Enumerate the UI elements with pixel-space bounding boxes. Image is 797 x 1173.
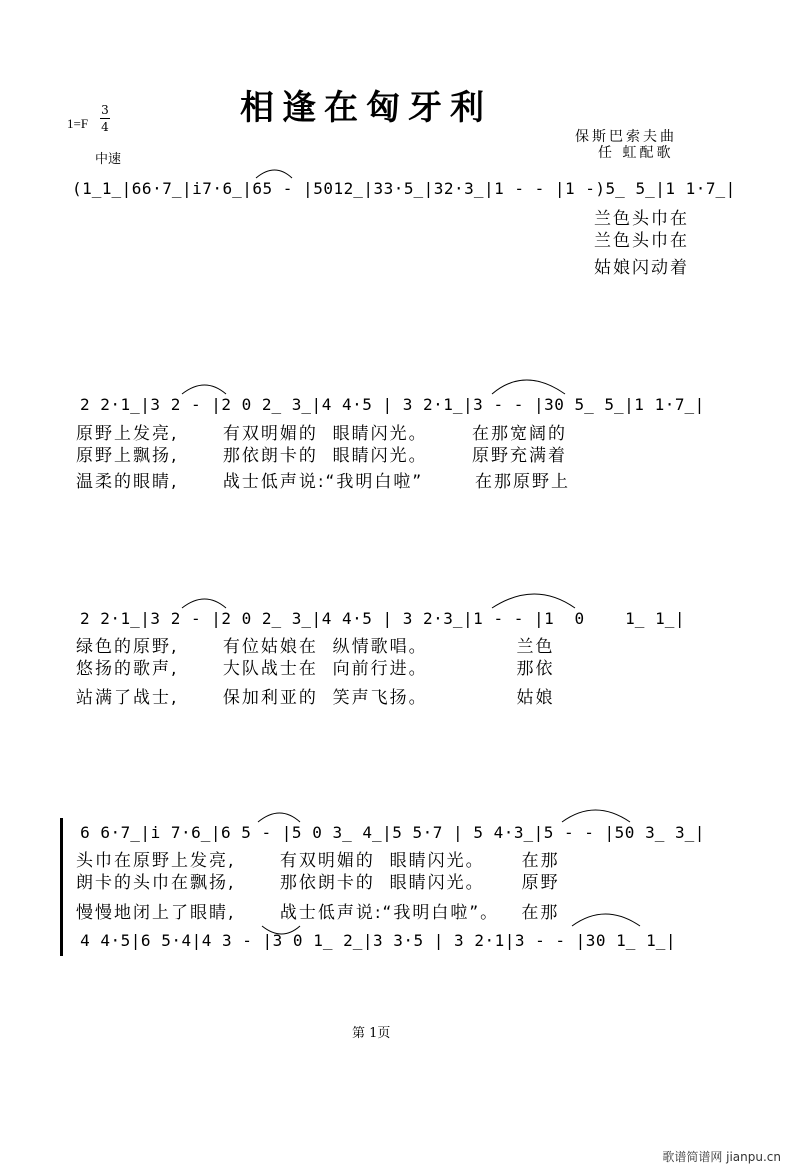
slur-8	[262, 926, 300, 934]
slur-3	[492, 380, 565, 394]
system-1-lyric-3: 姑娘闪动着	[594, 258, 689, 278]
slur-2	[182, 385, 226, 394]
slur-5	[492, 594, 575, 608]
system-3-notes: 2 2·1̲|3 2 - |2 0 2̲ 3̲|4 4·5 | 3 2·3̲|1 - - |1 0 1̲ 1̲|	[80, 609, 685, 628]
slur-6	[258, 813, 300, 822]
system-4-lyric-1: 头巾在原野上发亮, 有双明媚的 眼睛闪光。 在那	[76, 851, 560, 871]
time-bottom: 4	[101, 120, 109, 134]
watermark: 歌谱简谱网 jianpu.cn	[662, 1150, 781, 1164]
composer-credit: 保斯巴索夫曲	[575, 129, 677, 145]
tempo-marking: 中速	[95, 152, 122, 167]
key-signature: 1=F	[67, 116, 89, 131]
slur-4	[182, 599, 226, 608]
system-4-notes-upper: 6 6·7̲|i 7·6̲|6 5 - |5 0 3̲ 4̲|5 5·7 | 5 4·3̲|5 - - |50 3̲ 3̲|	[70, 823, 705, 842]
system-3-lyric-1: 绿色的原野, 有位姑娘在 纵情歌唱。 兰色	[76, 637, 555, 657]
song-title: 相逢在匈牙利	[240, 88, 492, 128]
system-1-notes: (1̲1̲|66·7̲|i7·6̲|65 - |5012̲|33·5̲|32·3̲|1 - - |1 -)5̲ 5̲|1 1·7̲|	[72, 179, 736, 198]
lyricist-credit: 任 虹配歌	[598, 145, 674, 161]
system-1-lyric-1: 兰色头巾在	[594, 209, 689, 229]
system-4-lyric-2: 朗卡的头巾在飘扬, 那依朗卡的 眼睛闪光。 原野	[76, 873, 560, 893]
slur-1	[256, 170, 292, 178]
system-3-lyric-2: 悠扬的歌声, 大队战士在 向前行进。 那依	[76, 659, 555, 679]
system-2-lyric-1: 原野上发亮, 有双明媚的 眼睛闪光。 在那宽阔的	[76, 424, 568, 444]
system-2-lyric-2: 原野上飘扬, 那依朗卡的 眼睛闪光。 原野充满着	[76, 446, 568, 466]
system-3-lyric-3: 站满了战士, 保加利亚的 笑声飞扬。 姑娘	[76, 688, 555, 708]
system-4-lyric-3: 慢慢地闭上了眼睛, 战士低声说:“我明白啦”。 在那	[76, 903, 560, 923]
slur-7	[562, 810, 630, 822]
system-4-notes-lower: 4 4·5|6 5·4|4 3 - |3 0 1̲ 2̲|3 3·5 | 3 2·1|3 - - |30 1̲ 1̲|	[70, 931, 676, 950]
system-2-lyric-3: 温柔的眼睛, 战士低声说:“我明白啦” 在那原野上	[76, 472, 570, 492]
time-top: 3	[101, 103, 109, 117]
system-1-lyric-2: 兰色头巾在	[594, 231, 689, 251]
page-number: 第 1页	[352, 1026, 391, 1041]
system-2-notes: 2 2·1̲|3 2 - |2 0 2̲ 3̲|4 4·5 | 3 2·1̲|3 - - |30 5̲ 5̲|1 1·7̲|	[80, 395, 705, 414]
slur-9	[572, 914, 640, 926]
